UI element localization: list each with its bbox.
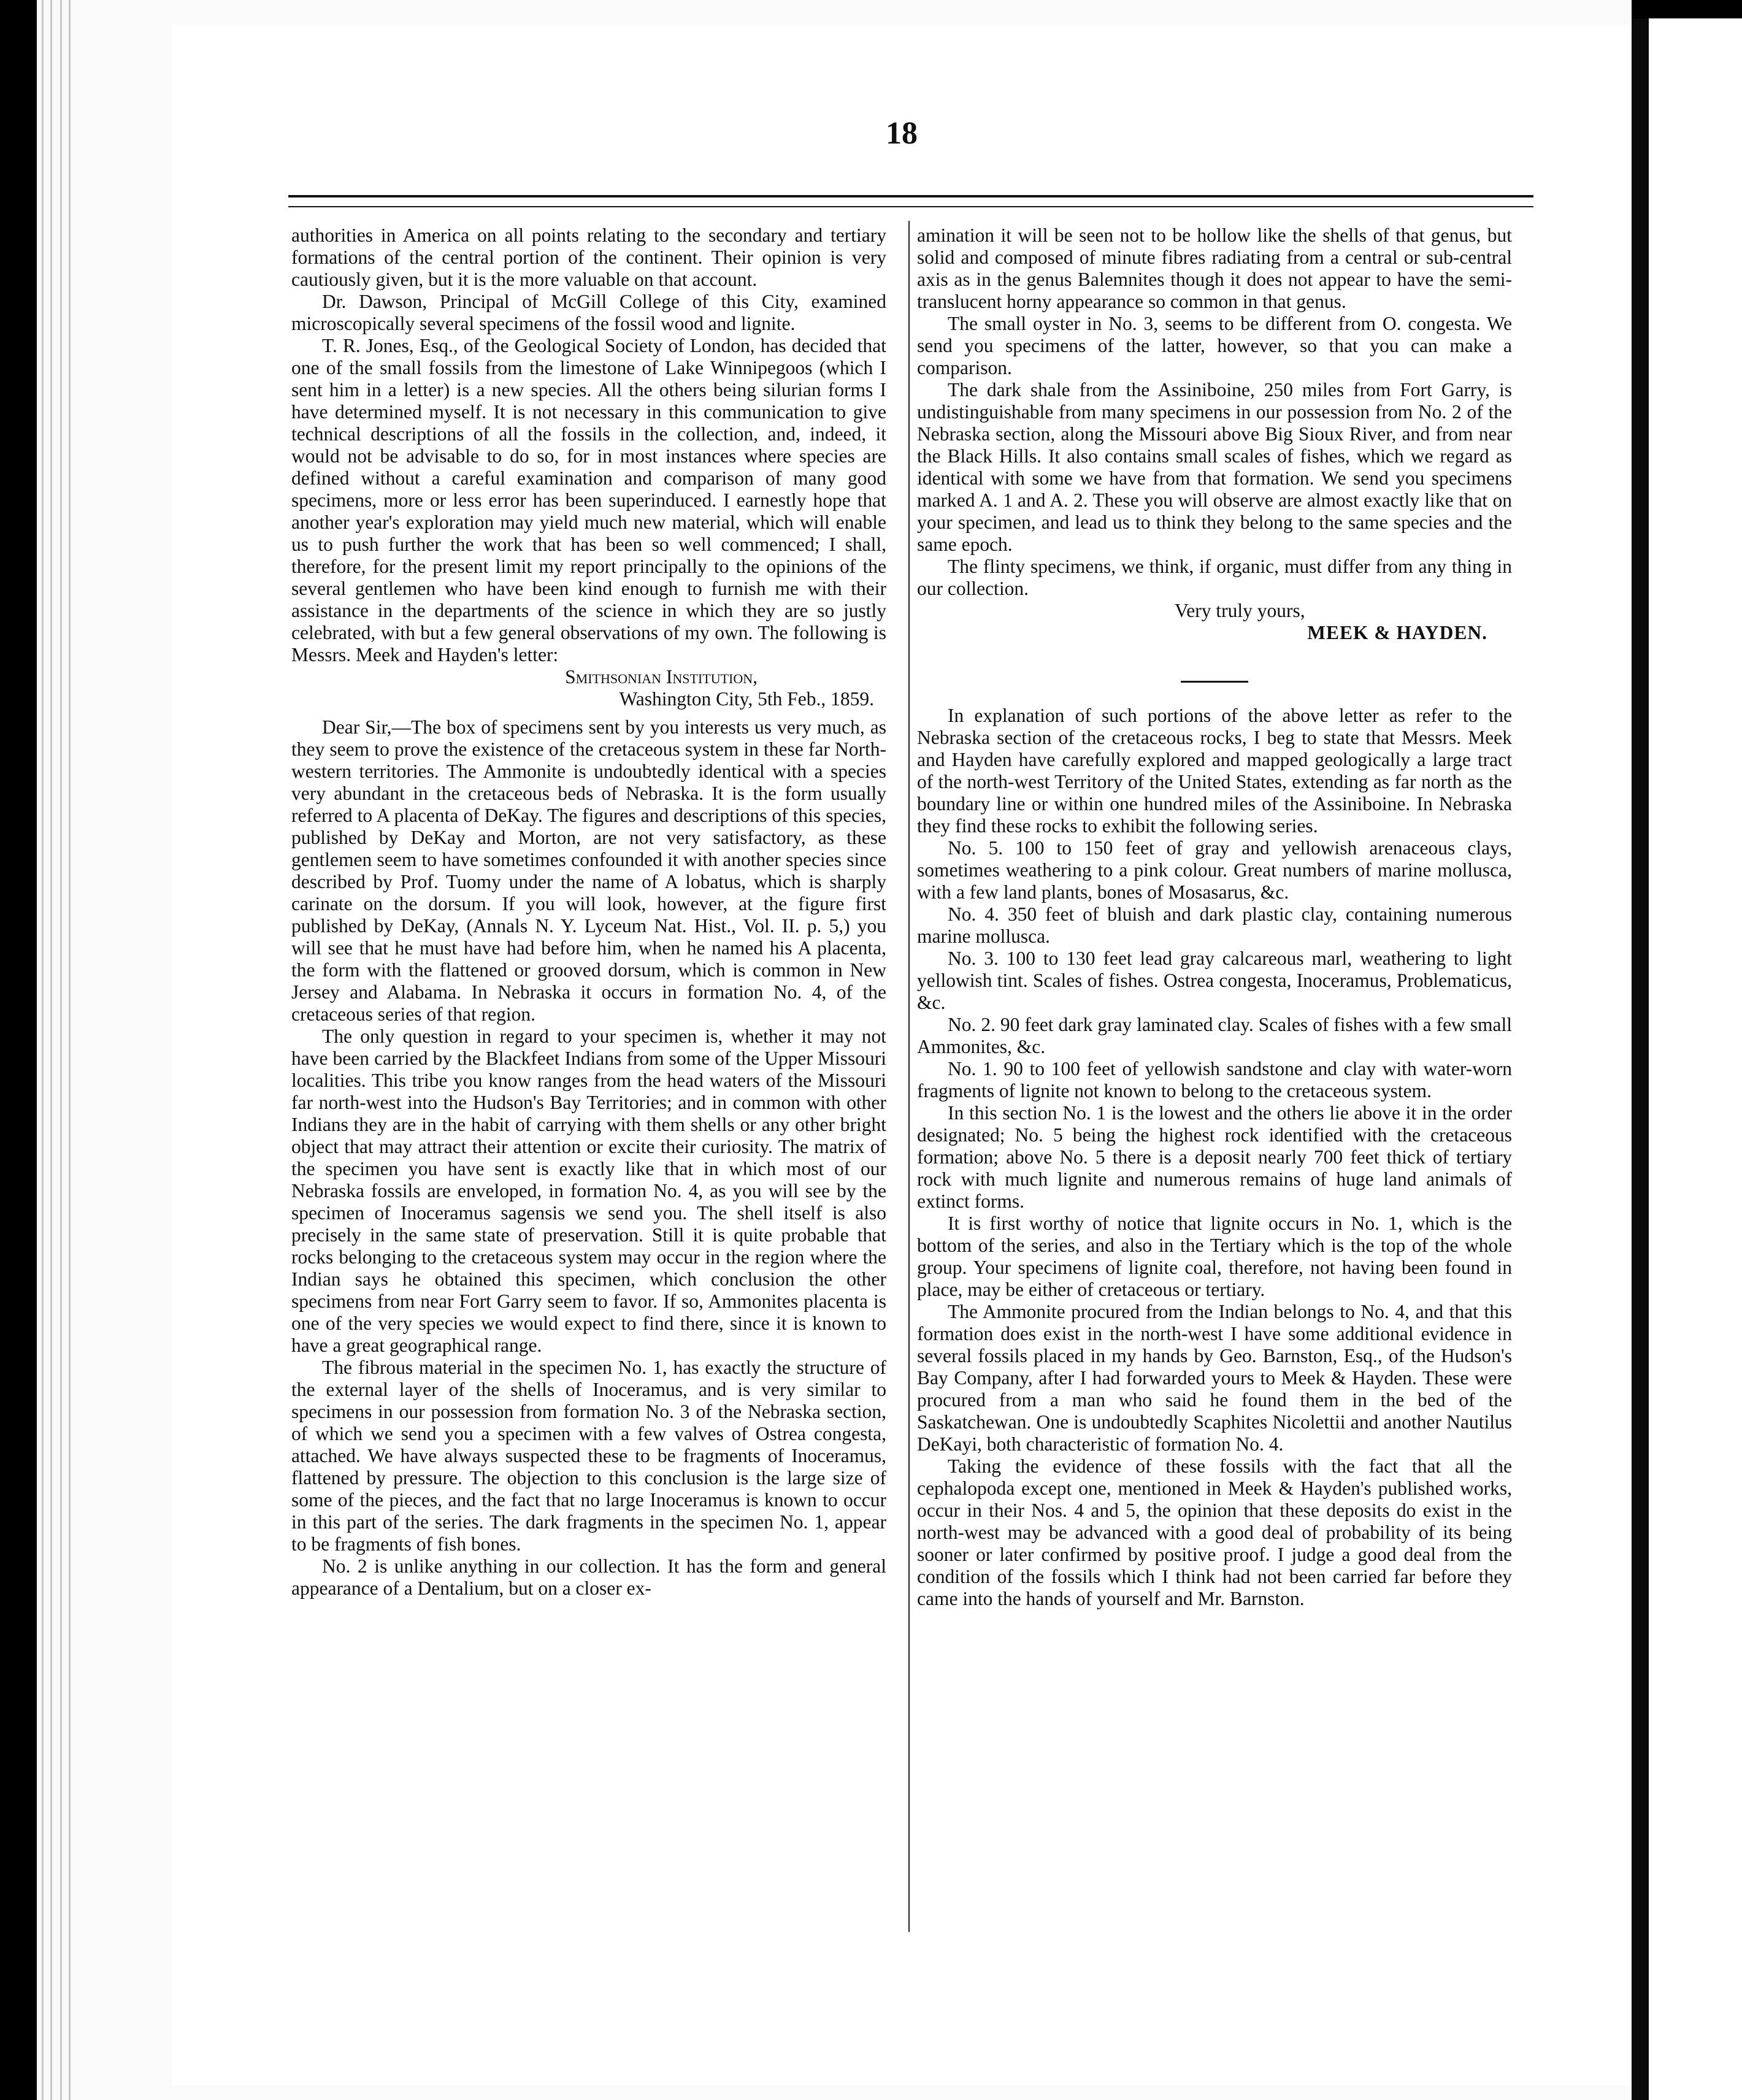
paragraph: Dr. Dawson, Principal of McGill College of this City, examined microscopically several specimens of the fossil wood and lignite.	[291, 291, 886, 334]
page-edge	[69, 0, 71, 2100]
page-edge	[42, 0, 44, 2100]
paragraph: T. R. Jones, Esq., of the Geological Society of London, has decided that one of the small fossils from the limestone of Lake Winnipegoos (which I sent him in a letter) is a new species. All the others being silurian forms I have determined myself. It is not necessary in this communication to give technical descriptions of all the fossils in the collection, and, indeed, it would not be advisable to do so, for in most instances where species are defined without a careful examination and comparison of many good specimens, more or less error has been superinduced. I earnestly hope that another year's exploration may yield much new material, which will enable us to push further the work that has been so well commenced; I shall, therefore, for the present limit my report principally to the opinions of the several gentlemen who have been kind enough to furnish me with their assistance in the departments of the science in which they are so justly celebrated, with but a few general observations of my own. The following is Messrs. Meek and Hayden's letter:	[291, 335, 886, 665]
paragraph: No. 2 is unlike anything in our collection. It has the form and general appearance of a Dentalium, but on a closer ex-	[291, 1555, 886, 1599]
paragraph: Dear Sir,—The box of specimens sent by you interests us very much, as they seem to prove the existence of the cretaceous system in these far North-western territories. The Ammonite is undoubtedly identical with a species very abundant in the cretaceous beds of Nebraska. It is the form usually referred to A placenta of DeKay. The figures and descriptions of this species, published by DeKay and Morton, are not very satisfactory, as these gentlemen seem to have sometimes confounded it with another species since described by Prof. Tuomy under the name of A lobatus, which is sharply carinate on the dorsum. If you will look, however, at the figure first published by DeKay, (Annals N. Y. Lyceum Nat. Hist., Vol. II. p. 5,) you will see that he must have had before him, when he named his A placenta, the form with the flattened or grooved dorsum, which is common in New Jersey and Alabama. In Nebraska it occurs in formation No. 4, of the cretaceous series of that region.	[291, 716, 886, 1025]
letter-closing: Very truly yours,	[1175, 600, 1305, 621]
page-number: 18	[886, 116, 918, 151]
paragraph: In explanation of such portions of the above letter as refer to the Nebraska section of the cretaceous rocks, I beg to state that Messrs. Meek and Hayden have carefully explored and mapped geologically a large tract of the north-west Territory of the United States, extending as far north as the boundary line or within one hundred miles of the Assiniboine. In Nebraska they find these rocks to exhibit the following series.	[917, 705, 1512, 837]
paragraph: No. 3. 100 to 130 feet lead gray calcareous marl, weathering to light yellowish tint. Scales of fishes. Ostrea congesta, Inoceramus, Problematicus, &c.	[917, 948, 1512, 1013]
paragraph: The flinty specimens, we think, if organic, must differ from any thing in our collection.	[917, 556, 1512, 599]
adjacent-page-strip	[1632, 18, 1742, 2100]
paragraph: No. 4. 350 feet of bluish and dark plastic clay, containing numerous marine mollusca.	[917, 903, 1512, 947]
paragraph: The small oyster in No. 3, seems to be different from O. congesta. We send you specimens of the latter, however, so that you can make a comparison.	[917, 313, 1512, 378]
paragraph: It is first worthy of notice that lignite occurs in No. 1, which is the bottom of the series, and also in the Tertiary which is the top of the whole group. Your specimens of lignite coal, therefore, not having been found in place, may be either of cretaceous or tertiary.	[917, 1213, 1512, 1300]
paragraph: In this section No. 1 is the lowest and the others lie above it in the order designated; No. 5 being the highest rock identified with the cretaceous formation; above No. 5 there is a deposit nearly 700 feet thick of tertiary rock with much lignite and numerous remains of huge land animals of extinct forms.	[917, 1102, 1512, 1212]
paragraph: No. 5. 100 to 150 feet of gray and yellowish arenaceous clays, sometimes weathering to a pink colour. Great numbers of marine mollusca, with a few land plants, bones of Mosasarus, &c.	[917, 837, 1512, 903]
paragraph: The only question in regard to your specimen is, whether it may not have been carried by the Blackfeet Indians from some of the Upper Missouri localities. This tribe you know ranges from the head waters of the Missouri far north-west into the Hudson's Bay Territories; and in common with other Indians they are in the habit of carrying with them shells or any other bright object that may attract their attention or excite their curiosity. The matrix of the specimen you have sent is exactly like that in which most of our Nebraska fossils are enveloped, in formation No. 4, as you will see by the specimen of Inoceramus sagensis we send you. The shell itself is also precisely in the same state of preservation. Still it is quite probable that rocks belonging to the cretaceous system may occur in the region where the Indian says he obtained this specimen, which conclusion the other specimens from near Fort Garry seem to favor. If so, Ammonites placenta is one of the very species we would expect to find there, since it is known to have a great geographical range.	[291, 1025, 886, 1356]
paragraph: authorities in America on all points relating to the secondary and tertiary formations of the central portion of the continent. Their opinion is very cautiously given, but it is the more valuable on that account.	[291, 224, 886, 290]
letterhead-institution: Smithsonian Institution,	[565, 666, 758, 688]
paragraph: The dark shale from the Assiniboine, 250 miles from Fort Garry, is undistinguishable from many specimens in our possession from No. 2 of the Nebraska section, along the Missouri above Big Sioux River, and from near the Black Hills. It also contains small scales of fishes, which we regard as identical with some we have from that formation. We send you specimens marked A. 1 and A. 2. These you will observe are almost exactly like that on your specimen, and lead us to think they belong to the same species and the same epoch.	[917, 379, 1512, 555]
paragraph: The Ammonite procured from the Indian belongs to No. 4, and that this formation does exist in the north-west I have some additional evidence in several fossils placed in my hands by Geo. Barnston, Esq., of the Hudson's Bay Company, after I had forwarded yours to Meek & Hayden. These were procured from a man who said he found them in the bed of the Saskatchewan. One is undoubtedly Scaphites Nicolettii and another Nautilus DeKayi, both characteristic of formation No. 4.	[917, 1301, 1512, 1455]
right-column	[917, 224, 1512, 1610]
page-edge	[50, 0, 52, 2100]
page-edge	[60, 0, 62, 2100]
paragraph: No. 2. 90 feet dark gray laminated clay. Scales of fishes with a few small Ammonites, &c.	[917, 1014, 1512, 1057]
paragraph: No. 1. 90 to 100 feet of yellowish sandstone and clay with water-worn fragments of lignite not known to belong to the cretaceous system.	[917, 1058, 1512, 1102]
binding-shadow	[1632, 18, 1649, 2100]
section-rule	[1181, 681, 1248, 683]
document-page	[172, 25, 1632, 2085]
header-rule	[288, 195, 1533, 207]
letterhead-place-date: Washington City, 5th Feb., 1859.	[619, 688, 874, 710]
letter-signature: MEEK & HAYDEN.	[1307, 622, 1487, 643]
left-column	[291, 224, 886, 1600]
paragraph: The fibrous material in the specimen No. 1, has exactly the structure of the external layer of the shells of Inoceramus, and is very similar to specimens in our possession from formation No. 3 of the Nebraska section, of which we send you a specimen with a few valves of Ostrea congesta, attached. We have always suspected these to be fragments of Inoceramus, flattened by pressure. The objection to this conclusion is the large size of some of the pieces, and the fact that no large Inoceramus is known to occur in this part of the series. The dark fragments in the specimen No. 1, appear to be fragments of fish bones.	[291, 1357, 886, 1555]
paragraph: Taking the evidence of these fossils with the fact that all the cephalopoda except one, mentioned in Meek & Hayden's published works, occur in their Nos. 4 and 5, the opinion that these deposits do exist in the north-west may be advanced with a good deal of probability of its being sooner or later confirmed by positive proof. I judge a good deal from the condition of the fossils which I think had not been carried far before they came into the hands of yourself and Mr. Barnston.	[917, 1455, 1512, 1609]
column-divider	[908, 221, 910, 1932]
paragraph: amination it will be seen not to be hollow like the shells of that genus, but solid and composed of minute fibres radiating from a central or sub-central axis as in the genus Balemnites though it does not appear to have the semi-translucent horny appearance so common in that genus.	[917, 224, 1512, 312]
